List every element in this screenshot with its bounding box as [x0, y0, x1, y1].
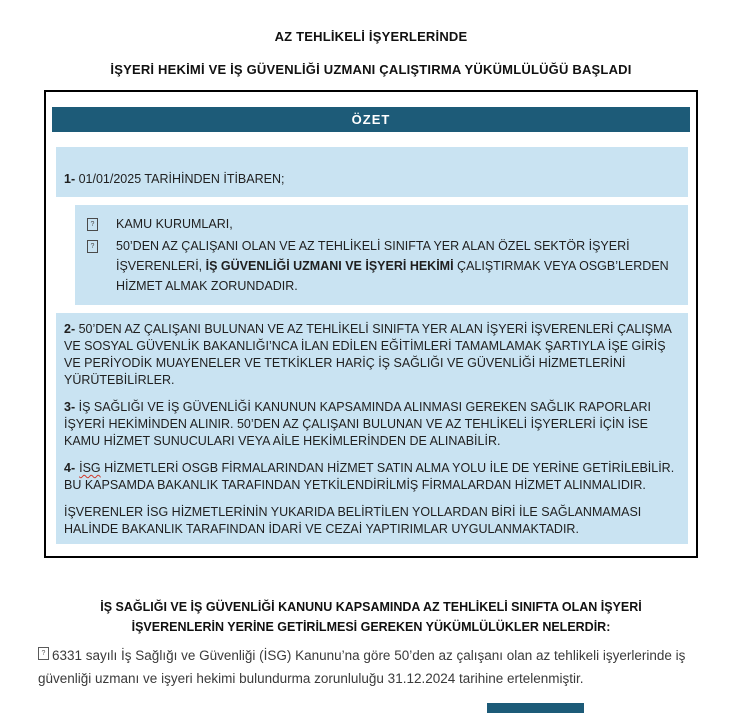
item-number: 1-: [64, 172, 76, 186]
missing-glyph-icon: ?: [87, 240, 98, 253]
bullet-text: [116, 236, 678, 296]
missing-glyph-icon: ?: [87, 218, 98, 231]
missing-glyph-icon: ?: [38, 647, 49, 660]
item-number: 2-: [64, 322, 76, 336]
spellcheck-underlined-word: İSG: [79, 461, 101, 475]
answer-text: 6331 sayılı İş Sağlığı ve Güvenliği (İSG) Kanunu’na göre 50’den az çalışanı olan az tehlikeli işyerlerinde iş güvenliği uzmanı ve işyeri hekimi bulundurma zorunluluğu 31.12.2024 tarihine ertelenmiştir.: [38, 648, 686, 686]
bullet-text-regular: ÇALIŞTIRMAK VEYA OSGB’LERDEN HİZMET ALMAK ZORUNDADIR.: [116, 259, 669, 293]
bullet-text-regular: 50’DEN AZ ÇALIŞANI OLAN VE AZ TEHLİKELİ SINIFTA YER ALAN ÖZEL SEKTÖR İŞYERİ İŞVERENLERİ,: [116, 239, 630, 273]
summary-item-2: [64, 321, 680, 389]
document-title-line2: İŞYERİ HEKİMİ VE İŞ GÜVENLİĞİ UZMANI ÇALIŞTIRMA YÜKÜMLÜLÜĞÜ BAŞLADI: [110, 62, 632, 77]
summary-item-5: İŞVERENLER İSG HİZMETLERİNİN YUKARIDA BELİRTİLEN YOLLARDAN BİRİ İLE SAĞLANMAMASI HALİNDE BAKANLIK TARAFINDAN İDARİ VE CEZAİ YAPTIRIMLAR UYGULANMAKTADIR.: [64, 505, 642, 536]
bullet-item: [85, 236, 678, 296]
item-text: 50’DEN AZ ÇALIŞANI BULUNAN VE AZ TEHLİKELİ SINIFTA YER ALAN İŞYERİ İŞVERENLERİ ÇALIŞMA VE SOSYAL GÜVENLİK BAKANLIĞI’NCA İLAN EDİLEN EĞİTİMLERİ TAMAMLAMAK ŞARTIYLA İŞE GİRİŞ VE PERİYODİK MUAYENELER VE TETKİKLER HARİÇ İŞ SAĞLIĞI VE GÜVENLİĞİ HİZMETLERİNİ YÜRÜTEBİLİRLER.: [64, 322, 672, 387]
summary-item-3: [64, 399, 680, 450]
partial-bottom-bar: [487, 703, 584, 713]
question-heading: İŞ SAĞLIĞI VE İŞ GÜVENLİĞİ KANUNU KAPSAMINDA AZ TEHLİKELİ SINIFTA OLAN İŞYERİ İŞVERENLERİN YERİNE GETİRİLMESİ GEREKEN YÜKÜMLÜLÜKLER NELERDİR:: [100, 600, 642, 634]
summary-bullet-list: [75, 205, 688, 305]
bullet-text: KAMU KURUMLARI,: [116, 217, 233, 231]
item-number: 3-: [64, 400, 76, 414]
item-text: HİZMETLERİ OSGB FİRMALARINDAN HİZMET SATIN ALMA YOLU İLE DE YERİNE GETİRİLEBİLİR. BU KAPSAMDA BAKANLIK TARAFINDAN YETKİLENDİRİLMİŞ FİRMALARDAN HİZMET ALINMALIDIR.: [64, 461, 675, 492]
item-text: 01/01/2025 TARİHİNDEN İTİBAREN;: [75, 172, 285, 186]
summary-items-block: [56, 313, 688, 544]
document-title-line1: AZ TEHLİKELİ İŞYERLERİNDE: [274, 29, 468, 44]
summary-box-header: ÖZET: [52, 107, 690, 132]
answer-paragraph: [38, 644, 710, 690]
bullet-text-bold: İŞ GÜVENLİĞİ UZMANI VE İŞYERİ HEKİMİ: [205, 259, 454, 273]
item-number: 4-: [64, 461, 76, 475]
summary-box: [44, 90, 698, 558]
item-text: İŞ SAĞLIĞI VE İŞ GÜVENLİĞİ KANUNUN KAPSAMINDA ALINMASI GEREKEN SAĞLIK RAPORLARI İŞYERİ HEKİMİNDEN ALINIR. 50’DEN AZ ÇALIŞANI BULUNAN VE AZ TEHLİKELİ İŞYERLERİ İÇİN İSE KAMU HİZMET SUNUCULARI VEYA AİLE HEKİMLERİNDEN DE ALINABİLİR.: [64, 400, 651, 448]
summary-item-1-block: [56, 147, 688, 197]
summary-item-4: [64, 460, 680, 494]
bullet-item: [85, 214, 678, 234]
